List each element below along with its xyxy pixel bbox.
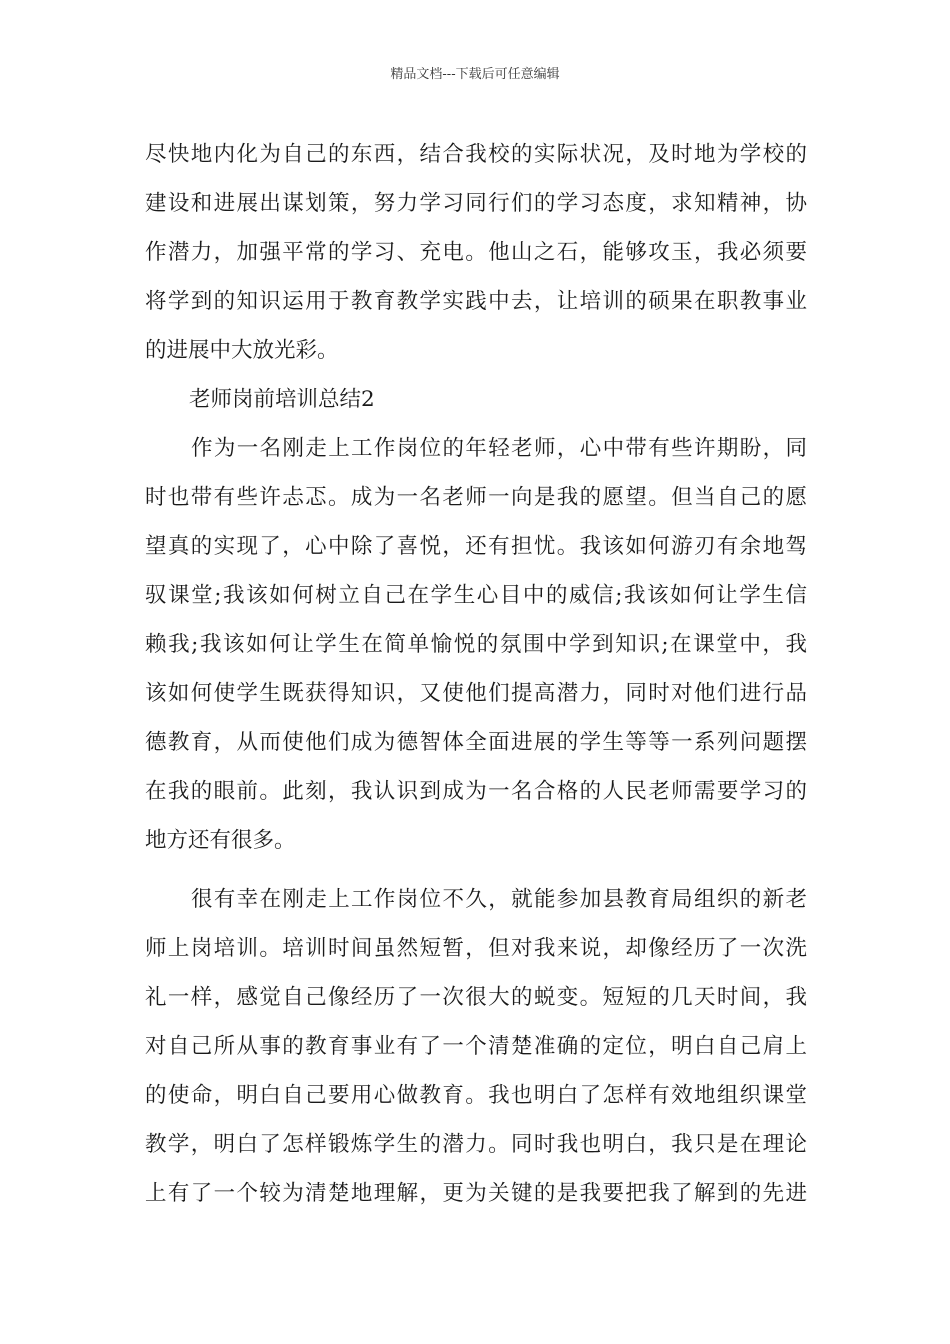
text-line: 的进展中大放光彩。 (145, 338, 339, 363)
text-line: 礼一样，感觉自己像经历了一次很大的蜕变。短短的几天时间，我 (145, 985, 807, 1010)
text-line: 时也带有些许忐忑。成为一名老师一向是我的愿望。但当自己的愿 (145, 485, 807, 510)
paragraph-1 (145, 130, 807, 375)
text-line: 该如何使学生既获得知识，又使他们提高潜力，同时对他们进行品 (145, 681, 807, 706)
text-line: 师上岗培训。培训时间虽然短暂，但对我来说，却像经历了一次洗 (145, 936, 807, 961)
text-line: 赖我;我该如何让学生在简单愉悦的氛围中学到知识;在课堂中，我 (145, 632, 807, 657)
page-header: 精品文档---下载后可任意编辑 (390, 67, 560, 82)
section-heading (145, 375, 807, 424)
text-line: 将学到的知识运用于教育教学实践中去，让培训的硕果在职教事业 (145, 289, 807, 314)
text-line: 尽快地内化为自己的东西，结合我校的实际状况，及时地为学校的 (145, 142, 807, 167)
paragraph-2 (145, 424, 807, 865)
text-line: 对自己所从事的教育事业有了一个清楚准确的定位，明白自己肩上 (145, 1034, 807, 1059)
text-line: 德教育，从而使他们成为德智体全面进展的学生等等一系列问题摆 (145, 730, 807, 755)
text-line: 在我的眼前。此刻，我认识到成为一名合格的人民老师需要学习的 (145, 779, 807, 804)
text-line: 作为一名刚走上工作岗位的年轻老师，心中带有些许期盼，同 (191, 436, 807, 461)
text-line: 作潜力，加强平常的学习、充电。他山之石，能够攻玉，我必须要 (145, 240, 807, 265)
text-line: 教学，明白了怎样锻炼学生的潜力。同时我也明白，我只是在理论 (145, 1132, 807, 1157)
text-line: 的使命，明白自己要用心做教育。我也明白了怎样有效地组织课堂 (145, 1083, 807, 1108)
text-line: 望真的实现了，心中除了喜悦，还有担忧。我该如何游刃有余地驾 (145, 534, 807, 559)
paragraph-3 (145, 875, 807, 1218)
text-line: 驭课堂;我该如何树立自己在学生心目中的威信;我该如何让学生信 (145, 583, 807, 608)
text-line: 建设和进展出谋划策，努力学习同行们的学习态度，求知精神，协 (145, 191, 807, 216)
document-body (145, 130, 807, 1218)
text-line: 地方还有很多。 (145, 828, 296, 853)
heading-text: 老师岗前培训总结2 (189, 387, 375, 412)
text-line: 很有幸在刚走上工作岗位不久，就能参加县教育局组织的新老 (191, 887, 807, 912)
paragraph-gap (145, 865, 807, 875)
text-line: 上有了一个较为清楚地理解，更为关键的是我要把我了解到的先进 (145, 1181, 807, 1206)
